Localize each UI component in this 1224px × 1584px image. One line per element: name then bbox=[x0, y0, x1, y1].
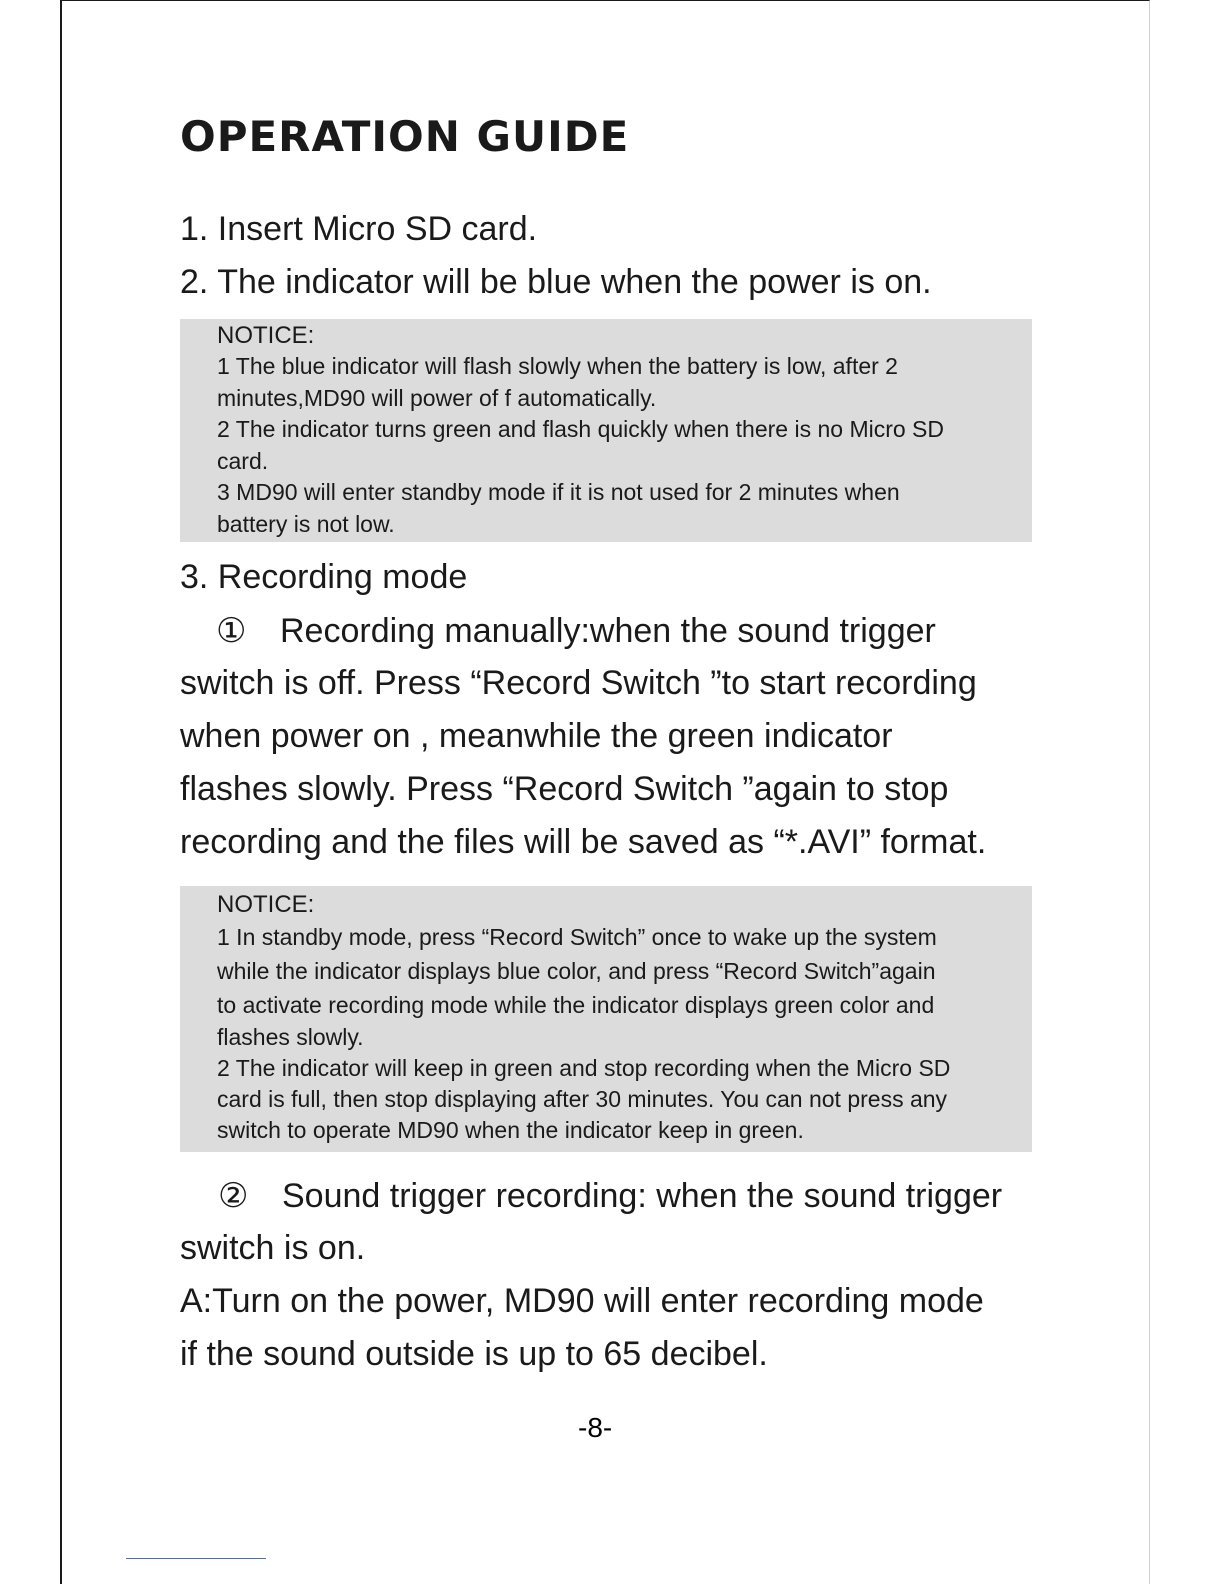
circled-number-1: ① bbox=[216, 612, 247, 650]
circled-number-2: ② bbox=[218, 1177, 249, 1215]
notice-line: 3 MD90 will enter standby mode if it is not used for 2 minutes when bbox=[217, 479, 900, 506]
notice-line: card. bbox=[217, 447, 269, 474]
notice-line: 1 In standby mode, press “Record Switch” once to wake up the system bbox=[217, 924, 937, 950]
notice-heading: NOTICE: bbox=[217, 322, 315, 349]
notice-line: switch to operate MD90 when the indicator keep in green. bbox=[217, 1117, 804, 1143]
notice-box-1 bbox=[180, 319, 1032, 542]
notice-line: 1 The blue indicator will flash slowly when the battery is low, after 2 bbox=[217, 353, 898, 379]
sound-trigger-line: if the sound outside is up to 65 decibel. bbox=[180, 1335, 768, 1373]
sound-trigger-line: A:Turn on the power, MD90 will enter recording mode bbox=[180, 1282, 984, 1320]
manual-recording-line: recording and the files will be saved as “*.AVI” format. bbox=[180, 823, 987, 861]
sound-trigger-line bbox=[218, 1176, 1002, 1216]
manual-recording-text: Recording manually:when the sound trigger bbox=[280, 612, 936, 650]
notice-line: battery is not low. bbox=[217, 510, 395, 537]
notice-heading: NOTICE: bbox=[217, 891, 315, 918]
manual-recording-line: when power on , meanwhile the green indicator bbox=[180, 717, 893, 755]
notice-line: while the indicator displays blue color, and press “Record Switch”again bbox=[217, 958, 936, 984]
sound-trigger-line: switch is on. bbox=[180, 1229, 366, 1267]
notice-line: minutes,MD90 will power of f automatically. bbox=[217, 384, 657, 411]
notice-line: 2 The indicator will keep in green and stop recording when the Micro SD bbox=[217, 1055, 951, 1081]
recording-mode-heading: 3. Recording mode bbox=[180, 558, 468, 596]
notice-box-2 bbox=[180, 886, 1032, 1152]
manual-recording-line: flashes slowly. Press “Record Switch ”again to stop bbox=[180, 770, 949, 808]
step-2: 2. The indicator will be blue when the power is on. bbox=[180, 263, 932, 301]
footer-rule bbox=[126, 1558, 266, 1559]
manual-recording-line bbox=[216, 611, 936, 651]
sound-trigger-text: Sound trigger recording: when the sound trigger bbox=[282, 1177, 1003, 1215]
notice-line: card is full, then stop displaying after 30 minutes. You can not press any bbox=[217, 1086, 948, 1112]
notice-line: flashes slowly. bbox=[217, 1024, 364, 1050]
notice-line: to activate recording mode while the indicator displays green color and bbox=[217, 992, 935, 1018]
manual-recording-line: switch is off. Press “Record Switch ”to start recording bbox=[180, 664, 977, 702]
page-title: OPERATION GUIDE bbox=[180, 112, 630, 161]
notice-line: 2 The indicator turns green and flash quickly when there is no Micro SD bbox=[217, 416, 945, 443]
page-number: -8- bbox=[578, 1412, 613, 1443]
step-1: 1. Insert Micro SD card. bbox=[180, 210, 538, 248]
